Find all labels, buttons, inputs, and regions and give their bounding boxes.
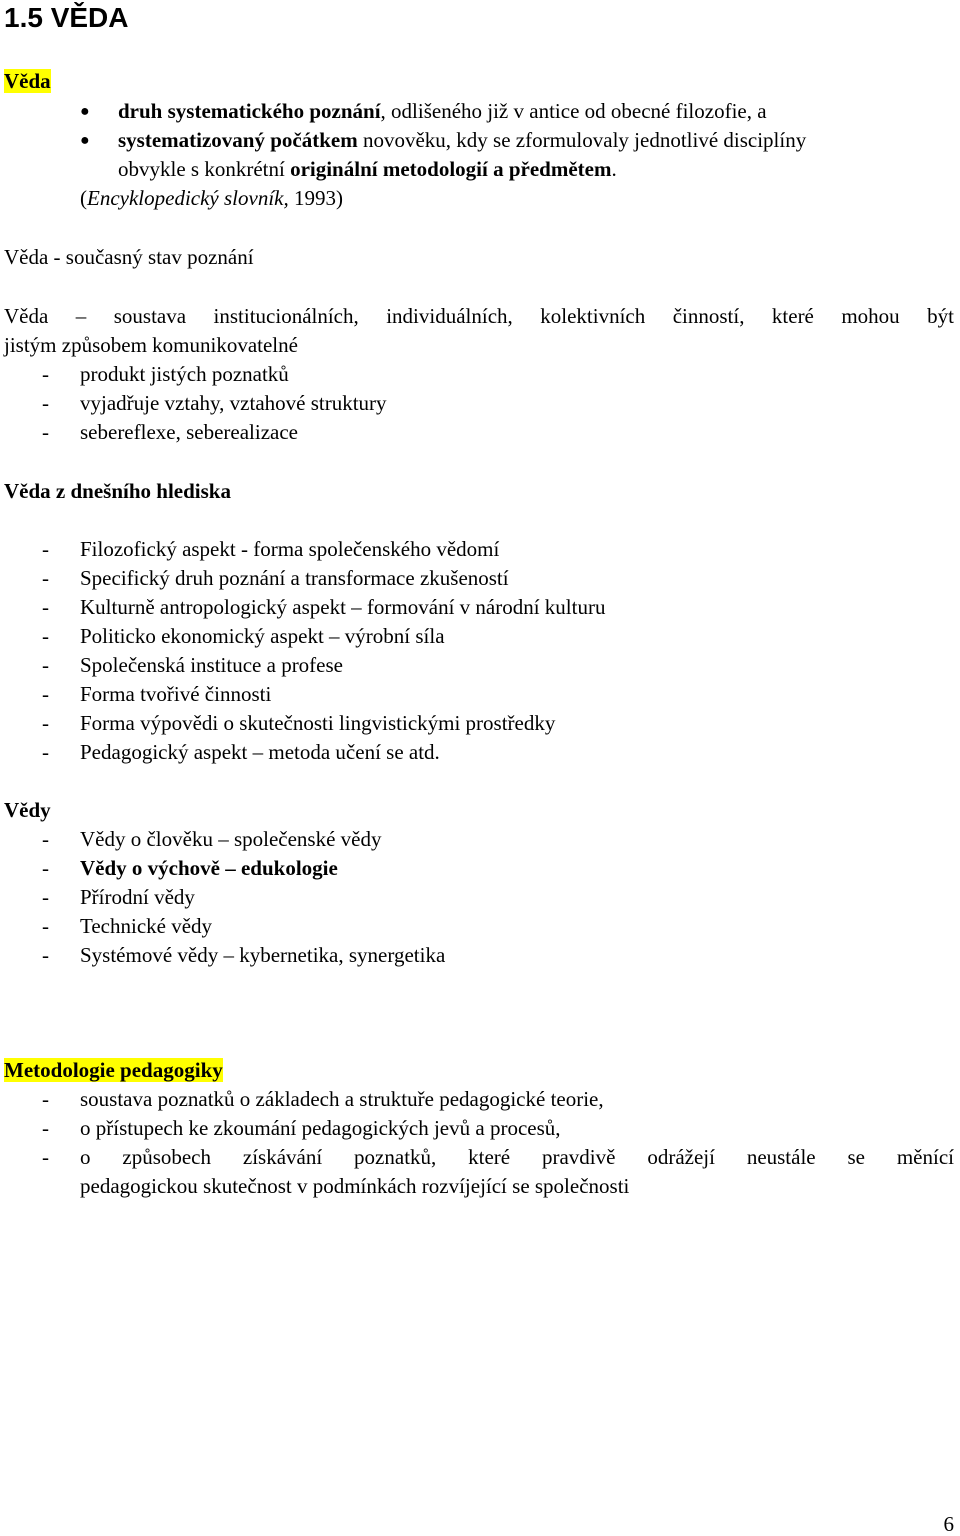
bullet-item-2: systematizovaný počátkem novověku, kdy se zformulovaly jednotlivé disciplíny — [118, 128, 807, 152]
list-item: Pedagogický aspekt – metoda učení se atd. — [80, 740, 440, 764]
bullet-icon: ● — [80, 132, 90, 149]
dash-marker: - — [42, 566, 49, 590]
bullet-item-2-continued: obvykle s konkrétní originální metodologií a předmětem. — [118, 157, 617, 181]
list-item: o přístupech ke zkoumání pedagogických jevů a procesů, — [80, 1116, 561, 1140]
dash-marker: - — [42, 943, 49, 967]
bullet-icon: ● — [80, 103, 90, 120]
dash-marker: - — [42, 856, 49, 880]
definition-system-line-2: jistým způsobem komunikovatelné — [4, 333, 298, 357]
section-label-veda: Věda — [4, 69, 51, 93]
list-item-continued: pedagogickou skutečnost v podmínkách rozvíjející se společnosti — [80, 1174, 630, 1198]
list-item: Vědy o člověku – společenské vědy — [80, 827, 382, 851]
list-item: Kulturně antropologický aspekt – formování v národní kulturu — [80, 595, 606, 619]
section-heading-today: Věda z dnešního hlediska — [4, 479, 231, 503]
list-item: soustava poznatků o základech a struktuře pedagogické teorie, — [80, 1087, 604, 1111]
list-item: sebereflexe, seberealizace — [80, 420, 298, 444]
section-heading-sciences: Vědy — [4, 798, 51, 822]
list-item: Technické vědy — [80, 914, 213, 938]
dash-marker: - — [42, 595, 49, 619]
dash-marker: - — [42, 827, 49, 851]
dash-marker: - — [42, 537, 49, 561]
list-item: Filozofický aspekt - forma společenského vědomí — [80, 537, 500, 561]
list-item: Vědy o výchově – edukologie — [80, 856, 338, 880]
list-item: Společenská instituce a profese — [80, 653, 343, 677]
list-item: Specifický druh poznání a transformace zkušeností — [80, 566, 509, 590]
list-item: Systémové vědy – kybernetika, synergetika — [80, 943, 446, 967]
list-item: o způsobech získávání poznatků, které pravdivě odrážejí neustále se měnící — [80, 1145, 954, 1169]
dash-marker: - — [42, 362, 49, 386]
dash-marker: - — [42, 711, 49, 735]
definition-current-state: Věda - současný stav poznání — [4, 245, 254, 269]
dash-marker: - — [42, 740, 49, 764]
page-title: 1.5 VĚDA — [4, 2, 129, 33]
page-number: 6 — [943, 1512, 954, 1536]
dash-marker: - — [42, 1087, 49, 1111]
list-item: vyjadřuje vztahy, vztahové struktury — [80, 391, 387, 415]
dash-marker: - — [42, 653, 49, 677]
definition-system-line: Věda – soustava institucionálních, individuálních, kolektivních činností, které mohou být — [4, 304, 954, 328]
list-item: Politicko ekonomický aspekt – výrobní síla — [80, 624, 445, 648]
section-heading-methodology: Metodologie pedagogiky — [4, 1058, 223, 1082]
dash-marker: - — [42, 1145, 49, 1169]
dash-marker: - — [42, 682, 49, 706]
list-item: Forma výpovědi o skutečnosti lingvistickými prostředky — [80, 711, 556, 735]
dash-marker: - — [42, 1116, 49, 1140]
list-item: Přírodní vědy — [80, 885, 195, 909]
dash-marker: - — [42, 885, 49, 909]
bullet-item-1: druh systematického poznání, odlišeného již v antice od obecné filozofie, a — [118, 99, 767, 123]
citation: (Encyklopedický slovník, 1993) — [80, 186, 343, 210]
dash-marker: - — [42, 624, 49, 648]
dash-marker: - — [42, 420, 49, 444]
dash-marker: - — [42, 391, 49, 415]
list-item: Forma tvořivé činnosti — [80, 682, 272, 706]
list-item: produkt jistých poznatků — [80, 362, 289, 386]
dash-marker: - — [42, 914, 49, 938]
